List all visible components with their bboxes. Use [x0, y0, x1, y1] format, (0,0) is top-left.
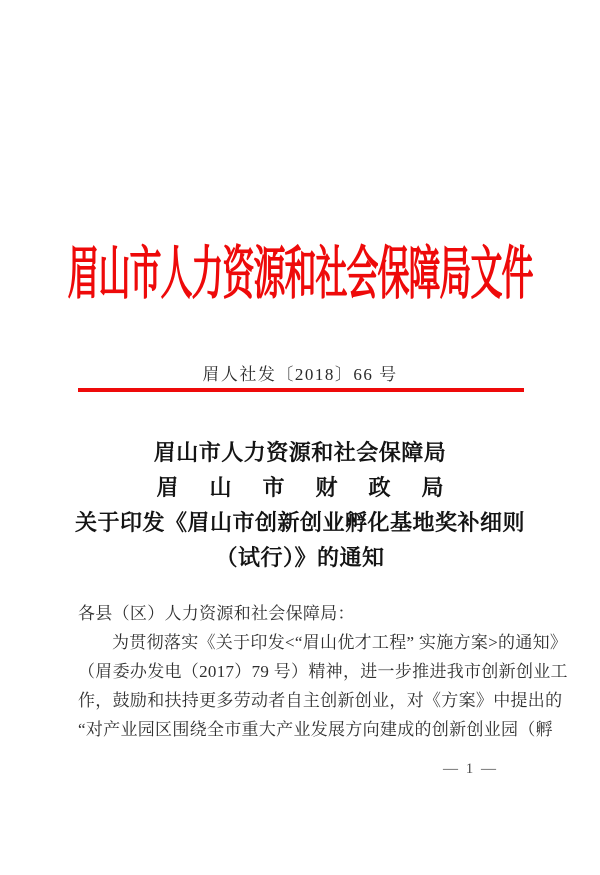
doc-title-line-2: 眉山市财政局: [156, 475, 475, 500]
doc-title-line-1: 眉山市人力资源和社会保障局: [153, 440, 447, 465]
page-number: — 1 —: [443, 761, 498, 777]
body-text: [78, 599, 568, 744]
agency-banner-text: 眉山市人力资源和社会保障局文件: [67, 240, 533, 306]
body-line: 作，鼓励和扶持更多劳动者自主创新创业，对《方案》中提出的: [78, 691, 563, 710]
doc-title: [30, 435, 570, 575]
doc-title-line-3: 关于印发《眉山市创新创业孵化基地奖补细则: [74, 510, 525, 535]
red-separator-line: [78, 388, 524, 392]
doc-number: 眉人社发〔2018〕66 号: [202, 365, 398, 384]
doc-title-line-4: （试行）》的通知: [215, 545, 385, 570]
body-line: 为贯彻落实《关于印发<“眉山优才工程” 实施方案>的通知》: [112, 633, 568, 652]
body-line: （眉委办发电（2017）79 号）精神，进一步推进我市创新创业工: [78, 662, 568, 681]
body-line: “对产业园区围绕全市重大产业发展方向建成的创新创业园（孵: [78, 720, 553, 739]
body-salutation: 各县（区）人力资源和社会保障局：: [78, 604, 355, 623]
agency-banner: [0, 228, 600, 306]
